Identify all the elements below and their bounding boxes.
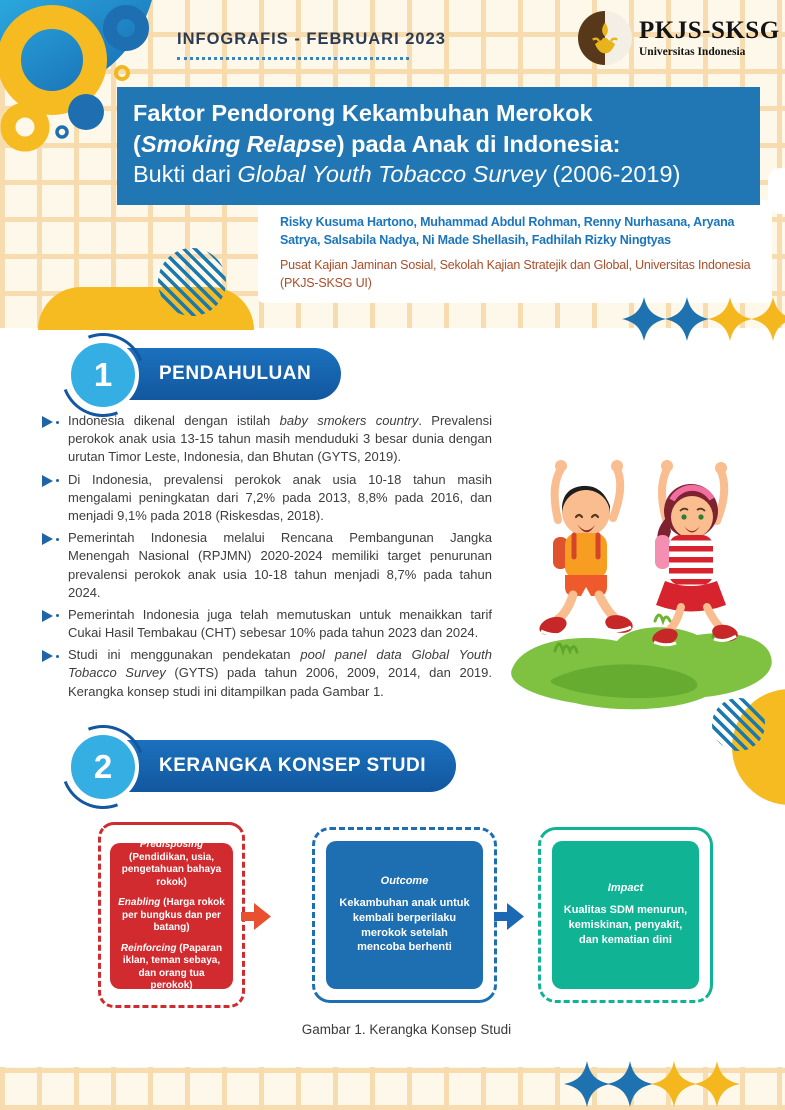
pkjs-logo	[578, 11, 780, 65]
arrow-right-icon	[494, 903, 526, 930]
ui-makara-logo-icon	[578, 11, 632, 65]
children-illustration	[495, 425, 785, 730]
bullet-text: Pemerintah Indonesia melalui Rencana Pembangunan Jangka Menengah Nasional (RPJMN) 2020-2024 memiliki target penurunan prevalensi perokok anak usia 10-18 tahun menjadi 8,7% pada tahun 2024.	[68, 530, 492, 600]
diamond-row-bottom	[564, 1059, 742, 1109]
bullet-arrow-icon	[42, 650, 53, 662]
enabling-item: Enabling (Harga rokok per bungkus dan per batang)	[118, 897, 225, 934]
list-item	[40, 412, 492, 467]
makara-emblem-icon	[585, 18, 625, 58]
title-line-2: (Smoking Relapse) pada Anak di Indonesia:	[133, 130, 621, 157]
author-card	[258, 200, 772, 303]
determinants-box	[110, 839, 233, 992]
list-item	[40, 471, 492, 526]
impact-box	[552, 841, 699, 989]
impact-body: Kualitas SDM menurun, kemiskinan, penyakit, dan kematian dini	[563, 904, 688, 946]
list-item	[40, 606, 492, 642]
bullet-text: Studi ini menggunakan pendekatan pool panel data Global Youth Tobacco Survey (GYTS) pada tahun 2006, 2009, 2014, dan 2019. Kerangka konsep studi ini ditampilkan pada Gambar 1.	[68, 647, 493, 699]
section-title: KERANGKA KONSEP STUDI	[159, 755, 427, 776]
edge-capsule-decoration	[768, 168, 785, 214]
bullet-arrow-icon	[42, 416, 53, 428]
section-title: PENDAHULUAN	[159, 363, 312, 384]
predisposing-item: Predisposing (Pendidikan, usia, pengetahuan bahaya rokok)	[121, 839, 222, 888]
outcome-heading: Outcome	[380, 874, 429, 887]
edition-kicker: INFOGRAFIS - FEBRUARI 2023	[177, 30, 446, 48]
bullet-text: Di Indonesia, prevalensi perokok anak usia 10-18 tahun masih mengalami peningkatan dari 7,2% pada 2013, 8,8% pada 2016, dan menjadi 9,1% pada 2018 (Riskesdas, 2018).	[68, 471, 492, 523]
yellow-ring-small	[116, 67, 128, 79]
logo-subtitle: Universitas Indonesia	[639, 46, 746, 59]
reinforcing-item: Reinforcing (Paparan iklan, teman sebaya, dan orang tua perokok)	[120, 942, 223, 992]
bullet-text: Indonesia dikenal dengan istilah baby smokers country. Prevalensi perokok anak usia 13-15 tahun masih menduduki 3 besar dunia dengan urutan Timor Leste, Indonesia, dan Bhutan (GYTS, 2019).	[68, 413, 493, 465]
list-item	[40, 529, 492, 602]
diamond-icon	[751, 297, 785, 341]
list-item	[40, 646, 492, 701]
boy-figure	[537, 460, 635, 638]
diamond-icon	[564, 1061, 610, 1107]
logo-title: PKJS-SKSG	[639, 16, 780, 44]
diamond-icon	[622, 297, 666, 341]
impact-heading: Impact	[607, 882, 644, 895]
yellow-ring-medium	[8, 110, 42, 144]
bullet-arrow-icon	[42, 475, 53, 487]
section-number: 2	[67, 731, 139, 803]
striped-circle-decoration	[712, 698, 765, 751]
diamond-row-top	[622, 295, 785, 343]
diamond-icon	[665, 297, 709, 341]
diamond-icon	[607, 1061, 653, 1107]
bullet-text: Pemerintah Indonesia juga telah memutuskan untuk menaikkan tarif Cukai Hasil Tembakau (CHT) sebesar 10% pada tahun 2023 dan 2024.	[68, 606, 492, 641]
figure-caption: Gambar 1. Kerangka Konsep Studi	[301, 1022, 512, 1037]
bullet-arrow-icon	[42, 533, 53, 545]
title-line-3: Bukti dari Global Youth Tobacco Survey (2006-2019)	[133, 161, 681, 188]
dotted-underline	[177, 57, 409, 60]
bullet-arrow-icon	[42, 610, 53, 622]
outcome-body: Kekambuhan anak untuk kembali berperilaku merokok setelah mencoba berhenti	[339, 896, 470, 954]
section-number-ring	[63, 335, 143, 415]
diamond-icon	[694, 1061, 740, 1107]
section-number-ring	[63, 727, 143, 807]
affiliation: Pusat Kajian Jaminan Sosial, Sekolah Kajian Stratejik dan Global, Universitas Indonesia (PKJS-SKSG UI)	[280, 258, 751, 291]
diamond-icon	[708, 297, 752, 341]
title-line-1: Faktor Pendorong Kekambuhan Merokok	[133, 100, 593, 126]
author-names: Risky Kusuma Hartono, Muhammad Abdul Rohman, Renny Nurhasana, Aryana Satrya, Salsabila Nadya, Ni Made Shellasih, Fadhilah Rizky Ningtyas	[280, 215, 735, 248]
diamond-icon	[651, 1061, 697, 1107]
blue-ring-small	[57, 127, 67, 137]
outcome-box	[326, 841, 483, 989]
arrow-right-icon	[241, 903, 273, 930]
section-number: 1	[67, 339, 139, 411]
blue-dot	[68, 94, 104, 130]
striped-circle-decoration	[158, 248, 226, 316]
title-banner	[117, 87, 760, 205]
intro-bullet-list	[40, 412, 492, 705]
